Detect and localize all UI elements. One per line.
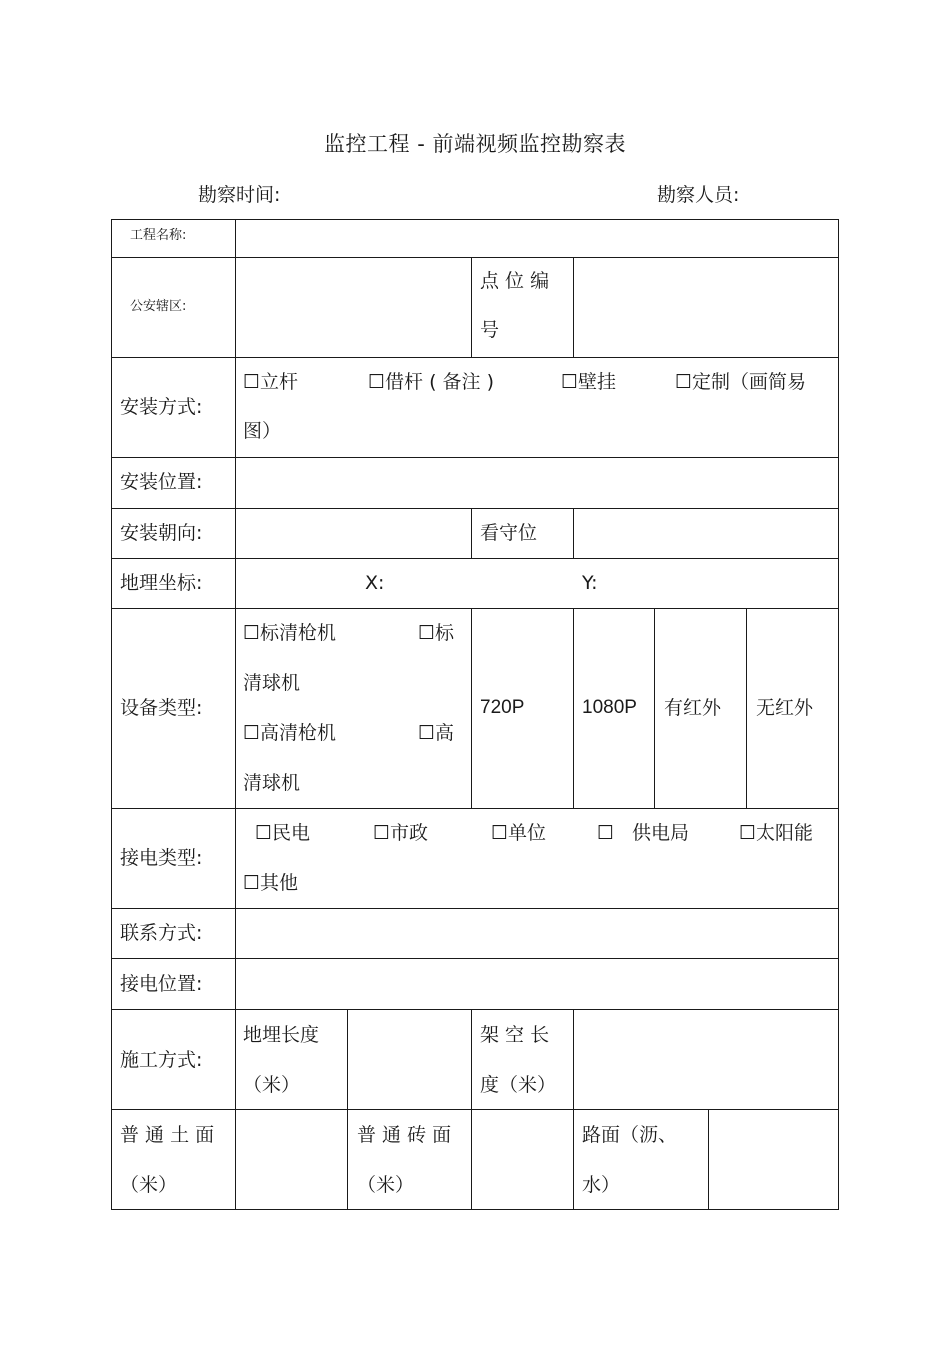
police-district-field[interactable]: [236, 258, 471, 357]
column-divider: [746, 608, 747, 809]
power-position-label: 接电位置:: [120, 973, 203, 995]
power-type-label: 接电类型:: [120, 847, 203, 869]
device-option-hd-bullet[interactable]: ☐高清枪机: [243, 722, 337, 744]
row-divider: [111, 558, 839, 559]
soil-surface-label-line1: 普 通 土 面: [120, 1124, 215, 1146]
construction-label: 施工方式:: [120, 1049, 203, 1071]
buried-length-field[interactable]: [348, 1010, 471, 1109]
install-option-wall-mount[interactable]: ☐壁挂: [561, 371, 617, 393]
geo-coords-label: 地理坐标:: [120, 572, 203, 594]
contact-label: 联系方式:: [120, 922, 203, 944]
column-divider: [471, 257, 472, 358]
with-infrared[interactable]: 有红外: [664, 697, 722, 719]
document-title: 监控工程 - 前端视频监控勘察表: [324, 132, 626, 156]
point-number-label-line2: 号: [480, 319, 500, 341]
contact-field[interactable]: [236, 909, 838, 958]
install-option-pole[interactable]: ☐立杆: [243, 371, 299, 393]
brick-surface-field[interactable]: [472, 1110, 573, 1209]
survey-time-label: 勘察时间:: [198, 184, 281, 206]
device-option-sd-bullet[interactable]: ☐标清枪机: [243, 622, 337, 644]
install-method-label: 安装方式:: [120, 396, 203, 418]
column-divider: [654, 608, 655, 809]
device-type-label: 设备类型:: [120, 697, 203, 719]
install-direction-label: 安装朝向:: [120, 522, 203, 544]
brick-surface-label-line2: （米）: [357, 1174, 415, 1196]
overhead-length-field[interactable]: [574, 1010, 838, 1109]
device-option-hd-dome-wrap: 清球机: [243, 772, 301, 794]
road-surface-field[interactable]: [709, 1110, 838, 1209]
point-number-field[interactable]: [574, 258, 838, 357]
y-coord-label: Y:: [582, 572, 598, 594]
project-name-field[interactable]: [236, 220, 838, 257]
road-surface-label-line2: 水）: [582, 1174, 621, 1196]
table-border-right: [838, 219, 839, 1210]
buried-length-label-line1: 地埋长度: [243, 1024, 320, 1046]
police-district-label: 公安辖区:: [130, 299, 187, 314]
install-option-custom-wrap: 图）: [243, 420, 282, 442]
overhead-length-label-line1: 架 空 长: [480, 1024, 550, 1046]
power-option-municipal[interactable]: ☐市政: [373, 822, 429, 844]
surveyor-label: 勘察人员:: [657, 184, 740, 206]
column-divider: [573, 1109, 574, 1210]
device-option-hd-dome[interactable]: ☐高: [418, 722, 455, 744]
power-option-supply-bureau-checkbox[interactable]: ☐: [597, 822, 615, 844]
table-border-left: [111, 219, 112, 1210]
row-divider: [111, 808, 839, 809]
install-option-custom[interactable]: ☐定制（画简易: [675, 371, 807, 393]
overhead-length-label-line2: 度（米）: [480, 1074, 557, 1096]
point-number-label-line1: 点 位 编: [480, 270, 550, 292]
install-position-field[interactable]: [236, 458, 838, 508]
column-divider: [471, 1009, 472, 1110]
guard-post-field[interactable]: [574, 509, 838, 558]
project-name-label: 工程名称:: [130, 228, 187, 243]
row-divider: [111, 608, 839, 609]
install-option-borrow-pole[interactable]: ☐借杆 ( 备注 ): [368, 371, 494, 393]
install-direction-field[interactable]: [236, 509, 471, 558]
buried-length-label-line2: （米）: [243, 1074, 301, 1096]
without-infrared[interactable]: 无红外: [756, 697, 814, 719]
power-position-field[interactable]: [236, 959, 838, 1009]
column-divider: [573, 608, 574, 809]
column-divider: [471, 608, 472, 809]
resolution-720p[interactable]: 720P: [480, 697, 525, 718]
soil-surface-field[interactable]: [236, 1110, 347, 1209]
power-option-unit[interactable]: ☐单位: [491, 822, 547, 844]
road-surface-label-line1: 路面（沥、: [582, 1124, 678, 1146]
power-option-solar[interactable]: ☐太阳能: [739, 822, 814, 844]
guard-post-label: 看守位: [480, 522, 538, 544]
column-divider: [347, 1109, 348, 1210]
device-option-sd-dome[interactable]: ☐标: [418, 622, 455, 644]
x-coord-label: X:: [365, 572, 385, 594]
power-option-residential[interactable]: ☐民电: [255, 822, 311, 844]
device-option-sd-dome-wrap: 清球机: [243, 672, 301, 694]
column-divider: [235, 219, 236, 1210]
table-border-bottom: [111, 1209, 839, 1210]
power-option-supply-bureau-label: 供电局: [632, 822, 690, 844]
brick-surface-label-line1: 普 通 砖 面: [357, 1124, 452, 1146]
soil-surface-label-line2: （米）: [120, 1174, 178, 1196]
column-divider: [471, 508, 472, 559]
install-position-label: 安装位置:: [120, 471, 203, 493]
resolution-1080p[interactable]: 1080P: [582, 697, 637, 718]
power-option-other[interactable]: ☐其他: [243, 872, 299, 894]
